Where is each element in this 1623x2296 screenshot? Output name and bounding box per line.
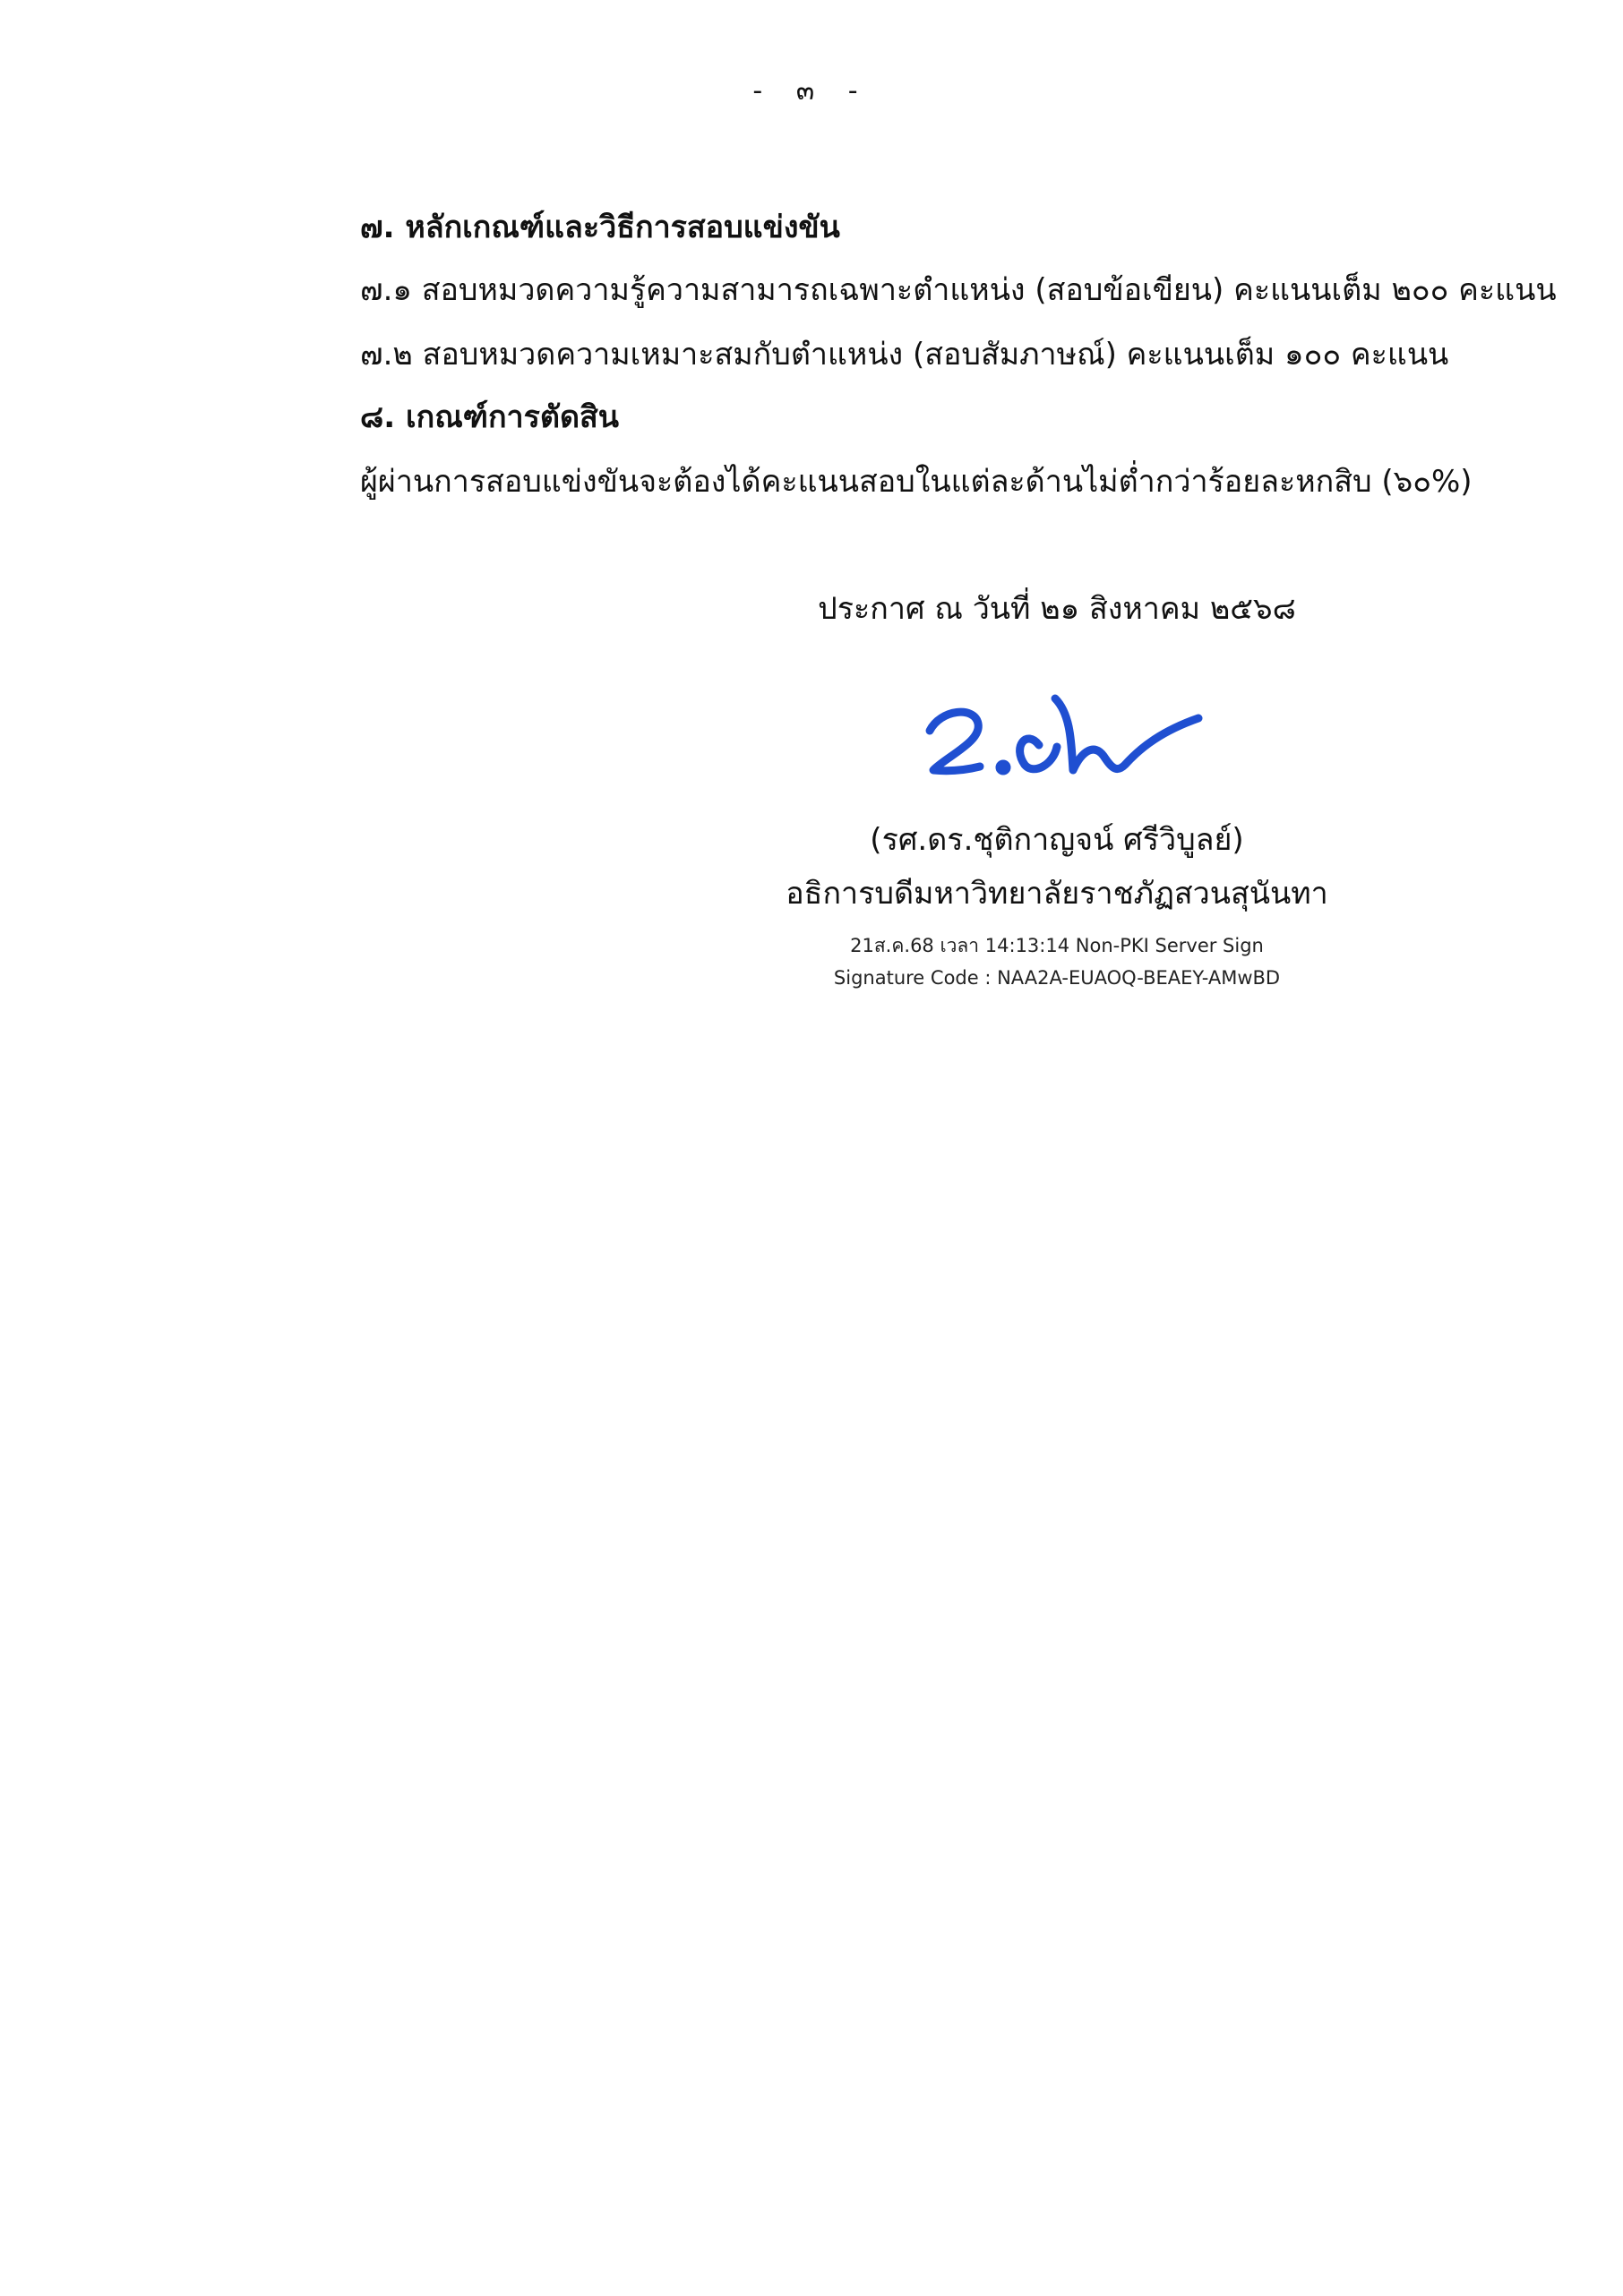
section-8-heading: ๘. เกณฑ์การตัดสิน xyxy=(360,399,620,435)
section-7-item-1: ๗.๑ สอบหมวดความรู้ความสามารถเฉพาะตำแหน่ง (สอบข้อเขียน) คะแนนเต็ม ๒๐๐ คะแนน xyxy=(360,272,1557,308)
signatory-title: อธิการบดีมหาวิทยาลัยราชภัฏสวนสุนันทา xyxy=(786,876,1328,912)
page-number: - ๓ - xyxy=(752,75,871,107)
section-8-text: ผู้ผ่านการสอบแข่งขันจะต้องได้คะแนนสอบในแต่ละด้านไม่ต่ำกว่าร้อยละหกสิบ (๖๐%) xyxy=(360,464,1473,500)
signature-timestamp: 21ส.ค.68 เวลา 14:13:14 Non-PKI Server Sign xyxy=(850,935,1264,956)
signature-code: Signature Code : NAA2A-EUAOQ-BEAEY-AMwBD xyxy=(833,967,1281,989)
announcement-date: ประกาศ ณ วันที่ ๒๑ สิงหาคม ๒๕๖๘ xyxy=(818,591,1296,627)
section-7-heading: ๗. หลักเกณฑ์และวิธีการสอบแข่งขัน xyxy=(360,210,840,245)
signatory-name: (รศ.ดร.ชุติกาญจน์ ศรีวิบูลย์) xyxy=(870,822,1244,858)
section-7-item-2: ๗.๒ สอบหมวดความเหมาะสมกับตำแหน่ง (สอบสัมภาษณ์) คะแนนเต็ม ๑๐๐ คะแนน xyxy=(360,337,1449,373)
handwritten-signature xyxy=(914,679,1218,795)
